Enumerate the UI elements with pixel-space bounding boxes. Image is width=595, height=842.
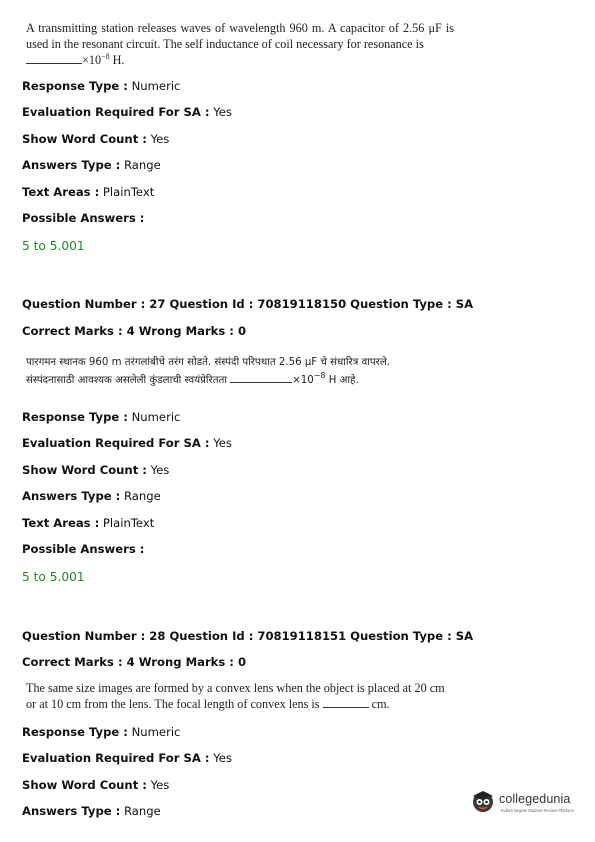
logo-wordmark: collegedunia	[499, 792, 571, 806]
question-27-text-line1: पारगमन स्थानक 960 m तरंगलांबीचे तरंग सोडते. संस्पंदी परिपथात 2.56 μF चे संधारित्र वापरले.	[26, 357, 390, 368]
logo-tagline: India's largest Student Review Platform	[501, 808, 574, 813]
answer-blank	[26, 53, 82, 64]
q27-possible-answers: Possible Answers :	[22, 542, 145, 556]
q27-evaluation-required: Evaluation Required For SA : Yes	[22, 436, 232, 450]
q27-answers-type: Answers Type : Range	[22, 489, 161, 503]
q26-response-type: Response Type : Numeric	[22, 79, 181, 93]
q28-evaluation-required: Evaluation Required For SA : Yes	[22, 751, 232, 765]
question-28-text-main: The same size images are formed by a convex lens when the object is placed at 20 cm or at 10 cm from the lens. The focal length of convex lens is	[26, 681, 445, 711]
q26-show-word-count: Show Word Count : Yes	[22, 132, 170, 146]
q27-text-areas: Text Areas : PlainText	[22, 516, 155, 530]
q28-answers-type: Answers Type : Range	[22, 804, 161, 818]
q26-answer-range: 5 to 5.001	[22, 239, 85, 253]
answer-blank	[230, 372, 292, 383]
q26-answers-type: Answers Type : Range	[22, 158, 161, 172]
graduate-face-icon	[470, 788, 496, 814]
question-27-multiplier: ×10	[292, 375, 314, 386]
question-28-unit: cm.	[368, 697, 390, 711]
q27-show-word-count: Show Word Count : Yes	[22, 463, 170, 477]
question-27-marks: Correct Marks : 4 Wrong Marks : 0	[22, 324, 247, 338]
question-26-unit: H.	[109, 53, 125, 67]
question-28-heading: Question Number : 28 Question Id : 70819118151 Question Type : SA	[22, 629, 474, 643]
q26-possible-answers: Possible Answers :	[22, 211, 145, 225]
question-26-text	[26, 20, 454, 68]
question-27-unit: H आहे.	[325, 375, 359, 386]
question-27-text-line2: संस्पंदनासाठी आवश्यक असलेली कुंडलाची स्वयंप्रेरितता	[26, 375, 231, 386]
question-28-text	[26, 680, 456, 712]
question-28-marks: Correct Marks : 4 Wrong Marks : 0	[22, 655, 247, 669]
question-27-heading: Question Number : 27 Question Id : 70819118150 Question Type : SA	[22, 297, 474, 311]
question-26-exponent: −8	[101, 52, 110, 61]
q27-answer-range: 5 to 5.001	[22, 570, 85, 584]
question-27-text	[26, 354, 466, 390]
collegedunia-logo[interactable]	[470, 785, 582, 819]
q27-response-type: Response Type : Numeric	[22, 410, 181, 424]
answer-blank	[323, 697, 369, 708]
question-26-text-main: A transmitting station releases waves of wavelength 960 m. A capacitor of 2.56 μF is used in the resonant circuit. The self inductance of coil necessary for resonance is	[26, 21, 454, 51]
q28-show-word-count: Show Word Count : Yes	[22, 778, 170, 792]
q28-response-type: Response Type : Numeric	[22, 725, 181, 739]
q26-text-areas: Text Areas : PlainText	[22, 185, 155, 199]
question-26-multiplier: ×10	[82, 53, 102, 67]
q26-evaluation-required: Evaluation Required For SA : Yes	[22, 105, 232, 119]
question-27-exponent: −8	[313, 371, 326, 380]
